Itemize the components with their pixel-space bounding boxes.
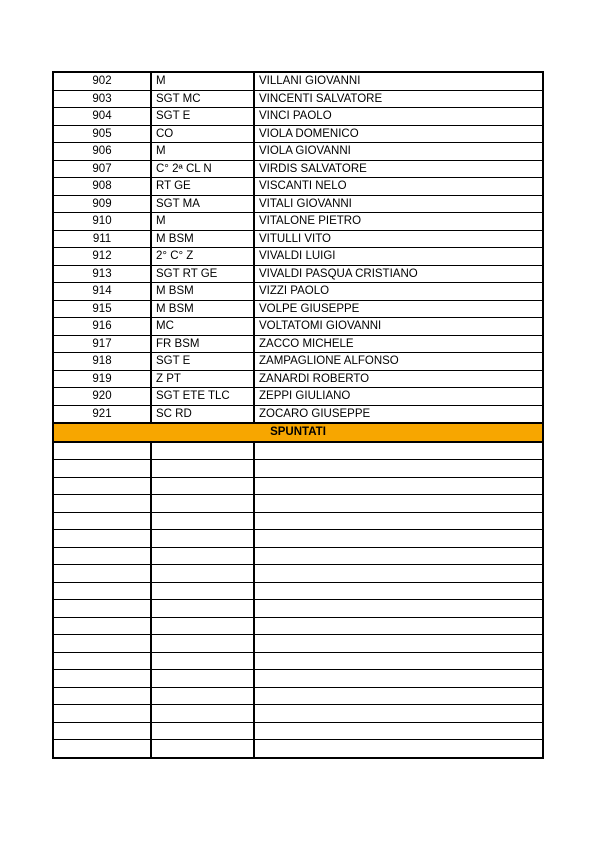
table-row (53, 265, 543, 283)
empty-cell (151, 687, 254, 705)
grade-cell: FR BSM (151, 335, 254, 353)
grade-cell: M BSM (151, 300, 254, 318)
grade-cell: 2° C° Z (151, 248, 254, 266)
num-cell: 913 (53, 265, 151, 283)
empty-row (53, 460, 543, 478)
name-cell: ZACCO MICHELE (254, 335, 543, 353)
empty-cell (151, 600, 254, 618)
grade-cell: MC (151, 318, 254, 336)
empty-row (53, 635, 543, 653)
num-cell: 912 (53, 248, 151, 266)
empty-cell (254, 617, 543, 635)
empty-cell (53, 495, 151, 513)
table-row (53, 195, 543, 213)
empty-cell (254, 705, 543, 723)
num-cell: 916 (53, 318, 151, 336)
empty-cell (53, 547, 151, 565)
empty-row (53, 495, 543, 513)
empty-cell (53, 652, 151, 670)
table-row (53, 160, 543, 178)
table-row (53, 90, 543, 108)
empty-cell (53, 635, 151, 653)
grade-cell: SGT MA (151, 195, 254, 213)
grade-cell: CO (151, 125, 254, 143)
empty-cell (151, 512, 254, 530)
empty-cell (53, 582, 151, 600)
empty-cell (254, 495, 543, 513)
num-cell: 909 (53, 195, 151, 213)
table-row (53, 143, 543, 161)
empty-cell (151, 722, 254, 740)
empty-row (53, 565, 543, 583)
empty-cell (151, 705, 254, 723)
table-row (53, 108, 543, 126)
table-row (53, 353, 543, 371)
name-cell: VIRDIS SALVATORE (254, 160, 543, 178)
empty-cell (151, 565, 254, 583)
name-cell: VOLTATOMI GIOVANNI (254, 318, 543, 336)
empty-cell (151, 530, 254, 548)
num-cell: 904 (53, 108, 151, 126)
num-cell: 919 (53, 370, 151, 388)
grade-cell: RT GE (151, 178, 254, 196)
empty-cell (53, 705, 151, 723)
empty-cell (53, 512, 151, 530)
empty-cell (53, 565, 151, 583)
name-cell: ZAMPAGLIONE ALFONSO (254, 353, 543, 371)
table-row (53, 230, 543, 248)
empty-cell (53, 687, 151, 705)
section-title: SPUNTATI (53, 423, 543, 442)
empty-cell (151, 442, 254, 460)
empty-cell (151, 652, 254, 670)
table-row (53, 318, 543, 336)
empty-cell (254, 652, 543, 670)
empty-cell (254, 442, 543, 460)
empty-cell (254, 722, 543, 740)
empty-row (53, 617, 543, 635)
num-cell: 908 (53, 178, 151, 196)
num-cell: 902 (53, 72, 151, 90)
grade-cell: M (151, 72, 254, 90)
empty-cell (151, 617, 254, 635)
empty-row (53, 687, 543, 705)
name-cell: ZOCARO GIUSEPPE (254, 405, 543, 423)
grade-cell: M (151, 143, 254, 161)
empty-row (53, 547, 543, 565)
empty-cell (254, 512, 543, 530)
grade-cell: SGT MC (151, 90, 254, 108)
empty-cell (151, 495, 254, 513)
name-cell: VISCANTI NELO (254, 178, 543, 196)
num-cell: 906 (53, 143, 151, 161)
name-cell: VINCI PAOLO (254, 108, 543, 126)
name-cell: ZEPPI GIULIANO (254, 388, 543, 406)
name-cell: VIVALDI LUIGI (254, 248, 543, 266)
grade-cell: SGT RT GE (151, 265, 254, 283)
empty-cell (254, 600, 543, 618)
empty-cell (151, 740, 254, 758)
grade-cell: C° 2ª CL N (151, 160, 254, 178)
table-row (53, 388, 543, 406)
num-cell: 914 (53, 283, 151, 301)
empty-cell (254, 635, 543, 653)
num-cell: 915 (53, 300, 151, 318)
roster-table (52, 71, 544, 759)
table-row (53, 370, 543, 388)
empty-cell (254, 565, 543, 583)
empty-cell (254, 687, 543, 705)
name-cell: VILLANI GIOVANNI (254, 72, 543, 90)
empty-cell (53, 600, 151, 618)
empty-cell (151, 670, 254, 688)
name-cell: VOLPE GIUSEPPE (254, 300, 543, 318)
empty-cell (53, 477, 151, 495)
empty-cell (53, 670, 151, 688)
empty-cell (151, 460, 254, 478)
name-cell: VITULLI VITO (254, 230, 543, 248)
empty-row (53, 600, 543, 618)
grade-cell: SGT E (151, 353, 254, 371)
num-cell: 907 (53, 160, 151, 178)
name-cell: VITALI GIOVANNI (254, 195, 543, 213)
empty-cell (151, 477, 254, 495)
grade-cell: SGT ETE TLC (151, 388, 254, 406)
num-cell: 911 (53, 230, 151, 248)
empty-row (53, 705, 543, 723)
table-row (53, 405, 543, 423)
table-row (53, 248, 543, 266)
empty-row (53, 530, 543, 548)
roster-table-body (53, 72, 543, 758)
empty-row (53, 722, 543, 740)
table-row (53, 213, 543, 231)
num-cell: 920 (53, 388, 151, 406)
empty-cell (254, 460, 543, 478)
empty-cell (53, 722, 151, 740)
empty-cell (254, 477, 543, 495)
empty-row (53, 740, 543, 758)
table-row (53, 178, 543, 196)
name-cell: VINCENTI SALVATORE (254, 90, 543, 108)
grade-cell: M BSM (151, 230, 254, 248)
empty-cell (254, 670, 543, 688)
num-cell: 918 (53, 353, 151, 371)
num-cell: 921 (53, 405, 151, 423)
grade-cell: M BSM (151, 283, 254, 301)
empty-cell (53, 740, 151, 758)
empty-cell (254, 547, 543, 565)
name-cell: ZANARDI ROBERTO (254, 370, 543, 388)
num-cell: 917 (53, 335, 151, 353)
num-cell: 905 (53, 125, 151, 143)
table-row (53, 300, 543, 318)
empty-cell (254, 740, 543, 758)
table-row (53, 72, 543, 90)
name-cell: VIOLA DOMENICO (254, 125, 543, 143)
name-cell: VITALONE PIETRO (254, 213, 543, 231)
num-cell: 903 (53, 90, 151, 108)
name-cell: VIVALDI PASQUA CRISTIANO (254, 265, 543, 283)
empty-row (53, 582, 543, 600)
section-header-row (53, 423, 543, 442)
name-cell: VIOLA GIOVANNI (254, 143, 543, 161)
empty-cell (53, 442, 151, 460)
empty-cell (151, 582, 254, 600)
empty-cell (151, 635, 254, 653)
empty-row (53, 512, 543, 530)
empty-cell (151, 547, 254, 565)
empty-cell (254, 582, 543, 600)
empty-cell (254, 530, 543, 548)
empty-cell (53, 460, 151, 478)
table-row (53, 335, 543, 353)
grade-cell: SC RD (151, 405, 254, 423)
empty-cell (53, 530, 151, 548)
empty-row (53, 670, 543, 688)
empty-row (53, 477, 543, 495)
table-row (53, 125, 543, 143)
grade-cell: Z PT (151, 370, 254, 388)
name-cell: VIZZI PAOLO (254, 283, 543, 301)
grade-cell: SGT E (151, 108, 254, 126)
empty-row (53, 652, 543, 670)
num-cell: 910 (53, 213, 151, 231)
empty-cell (53, 617, 151, 635)
roster-sheet (52, 71, 542, 759)
empty-row (53, 442, 543, 460)
grade-cell: M (151, 213, 254, 231)
table-row (53, 283, 543, 301)
